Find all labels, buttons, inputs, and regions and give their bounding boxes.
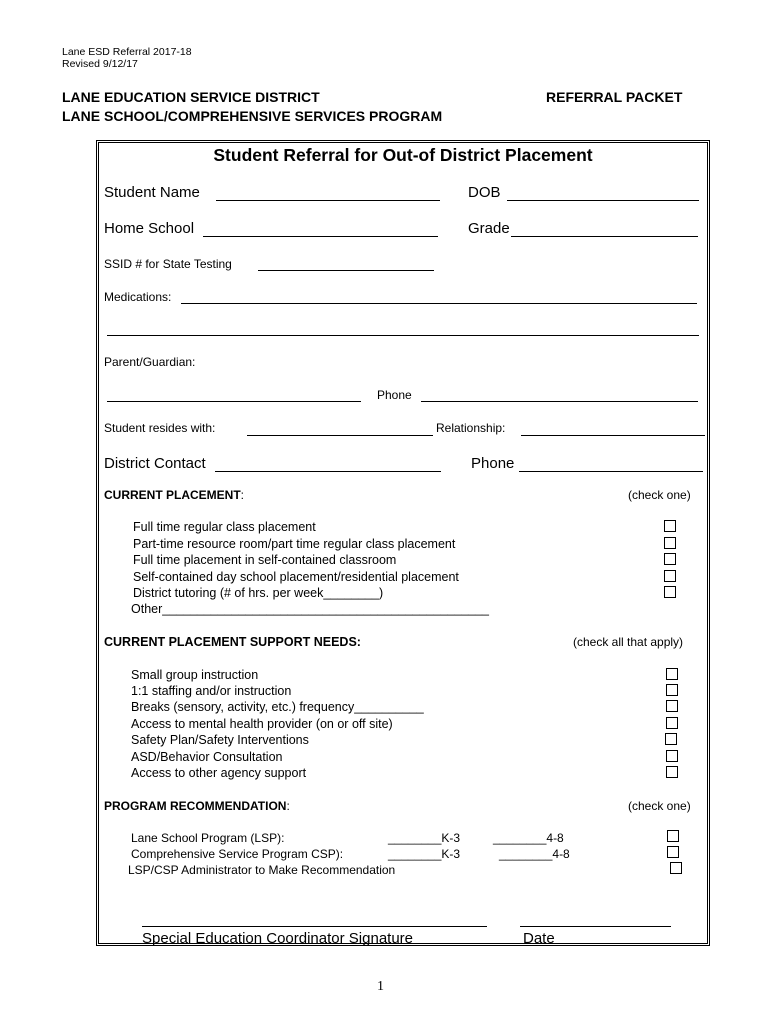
- lsp-k3-field[interactable]: ________K-3: [388, 831, 461, 845]
- page-number: 1: [377, 979, 384, 994]
- lsp-label: Lane School Program (LSP):: [131, 831, 285, 845]
- home-school-label: Home School: [104, 220, 195, 237]
- current-placement-hint: (check one): [628, 488, 691, 502]
- dob-label: DOB: [468, 184, 501, 201]
- support-checkbox-other-agency[interactable]: [666, 766, 678, 778]
- grade-field[interactable]: [511, 236, 698, 237]
- support-needs-hint: (check all that apply): [573, 635, 684, 649]
- support-option-label: Breaks (sensory, activity, etc.) frequency__________: [131, 700, 424, 714]
- district-contact-label: District Contact: [104, 455, 206, 472]
- district-phone-field[interactable]: [519, 471, 703, 472]
- home-school-field[interactable]: [203, 236, 438, 237]
- support-option-label: Access to other agency support: [131, 766, 307, 780]
- csp-k3-field[interactable]: ________K-3: [388, 847, 461, 861]
- parent-phone-label: Phone: [377, 388, 412, 402]
- support-option-label: Small group instruction: [131, 668, 259, 682]
- form-title: Student Referral for Out-of District Placement: [213, 145, 593, 165]
- parent-guardian-label: Parent/Guardian:: [104, 355, 196, 369]
- date-label: Date: [523, 930, 555, 947]
- resides-with-field[interactable]: [247, 435, 433, 436]
- placement-checkbox-day-school[interactable]: [664, 570, 676, 582]
- parent-phone-field[interactable]: [421, 401, 698, 402]
- placement-checkbox-full-time[interactable]: [664, 520, 676, 532]
- packet-label: REFERRAL PACKET: [546, 89, 683, 105]
- placement-option-label: Full time placement in self-contained classroom: [133, 553, 397, 567]
- medications-field-line-2[interactable]: [107, 335, 699, 336]
- csp-4-8-field[interactable]: ________4-8: [499, 847, 570, 861]
- ssid-field[interactable]: [258, 270, 434, 271]
- student-name-label: Student Name: [104, 184, 200, 201]
- signature-field[interactable]: [142, 926, 487, 927]
- support-checkbox-mental-health[interactable]: [666, 717, 678, 729]
- org-line-2: LANE SCHOOL/COMPREHENSIVE SERVICES PROGRAM: [62, 108, 443, 124]
- placement-option-label: Self-contained day school placement/residential placement: [133, 570, 459, 584]
- placement-checkbox-self-contained[interactable]: [664, 553, 676, 565]
- support-checkbox-small-group[interactable]: [666, 668, 678, 680]
- current-placement-heading: CURRENT PLACEMENT:: [104, 488, 245, 502]
- support-checkbox-staffing[interactable]: [666, 684, 678, 696]
- ssid-label: SSID # for State Testing: [104, 257, 232, 271]
- admin-recommendation-checkbox[interactable]: [670, 862, 682, 874]
- org-line-1: LANE EDUCATION SERVICE DISTRICT: [62, 89, 320, 105]
- placement-checkbox-part-time[interactable]: [664, 537, 676, 549]
- support-checkbox-asd[interactable]: [666, 750, 678, 762]
- support-option-label: Safety Plan/Safety Interventions: [131, 733, 309, 747]
- lsp-checkbox[interactable]: [667, 830, 679, 842]
- relationship-label: Relationship:: [436, 421, 506, 435]
- program-recommendation-heading: PROGRAM RECOMMENDATION:: [104, 799, 290, 813]
- revised-date: Revised 9/12/17: [62, 58, 138, 70]
- district-phone-label: Phone: [471, 455, 515, 472]
- support-option-label: 1:1 staffing and/or instruction: [131, 684, 292, 698]
- placement-option-label: Part-time resource room/part time regular class placement: [133, 537, 456, 551]
- program-recommendation-hint: (check one): [628, 799, 691, 813]
- dob-field[interactable]: [507, 200, 699, 201]
- support-checkbox-breaks[interactable]: [666, 700, 678, 712]
- support-option-label: ASD/Behavior Consultation: [131, 750, 283, 764]
- placement-option-label: Full time regular class placement: [133, 520, 316, 534]
- placement-option-label: District tutoring (# of hrs. per week________): [133, 586, 384, 600]
- district-contact-field[interactable]: [215, 471, 441, 472]
- placement-checkbox-tutoring[interactable]: [664, 586, 676, 598]
- support-checkbox-safety-plan[interactable]: [665, 733, 677, 745]
- csp-label: Comprehensive Service Program CSP):: [131, 847, 344, 861]
- signature-label: Special Education Coordinator Signature: [142, 930, 414, 947]
- student-name-field[interactable]: [216, 200, 440, 201]
- placement-option-label: Other_______________________________________________: [131, 602, 490, 616]
- support-option-label: Access to mental health provider (on or off site): [131, 717, 393, 731]
- lsp-4-8-field[interactable]: ________4-8: [493, 831, 564, 845]
- grade-label: Grade: [468, 220, 510, 237]
- admin-recommendation-label: LSP/CSP Administrator to Make Recommendation: [128, 863, 396, 877]
- medications-field[interactable]: [181, 303, 697, 304]
- medications-label: Medications:: [104, 290, 172, 304]
- resides-with-label: Student resides with:: [104, 421, 216, 435]
- date-field[interactable]: [520, 926, 671, 927]
- parent-guardian-field[interactable]: [107, 401, 361, 402]
- doc-id: Lane ESD Referral 2017-18: [62, 46, 192, 58]
- csp-checkbox[interactable]: [667, 846, 679, 858]
- relationship-field[interactable]: [521, 435, 705, 436]
- support-needs-heading: CURRENT PLACEMENT SUPPORT NEEDS:: [104, 635, 361, 649]
